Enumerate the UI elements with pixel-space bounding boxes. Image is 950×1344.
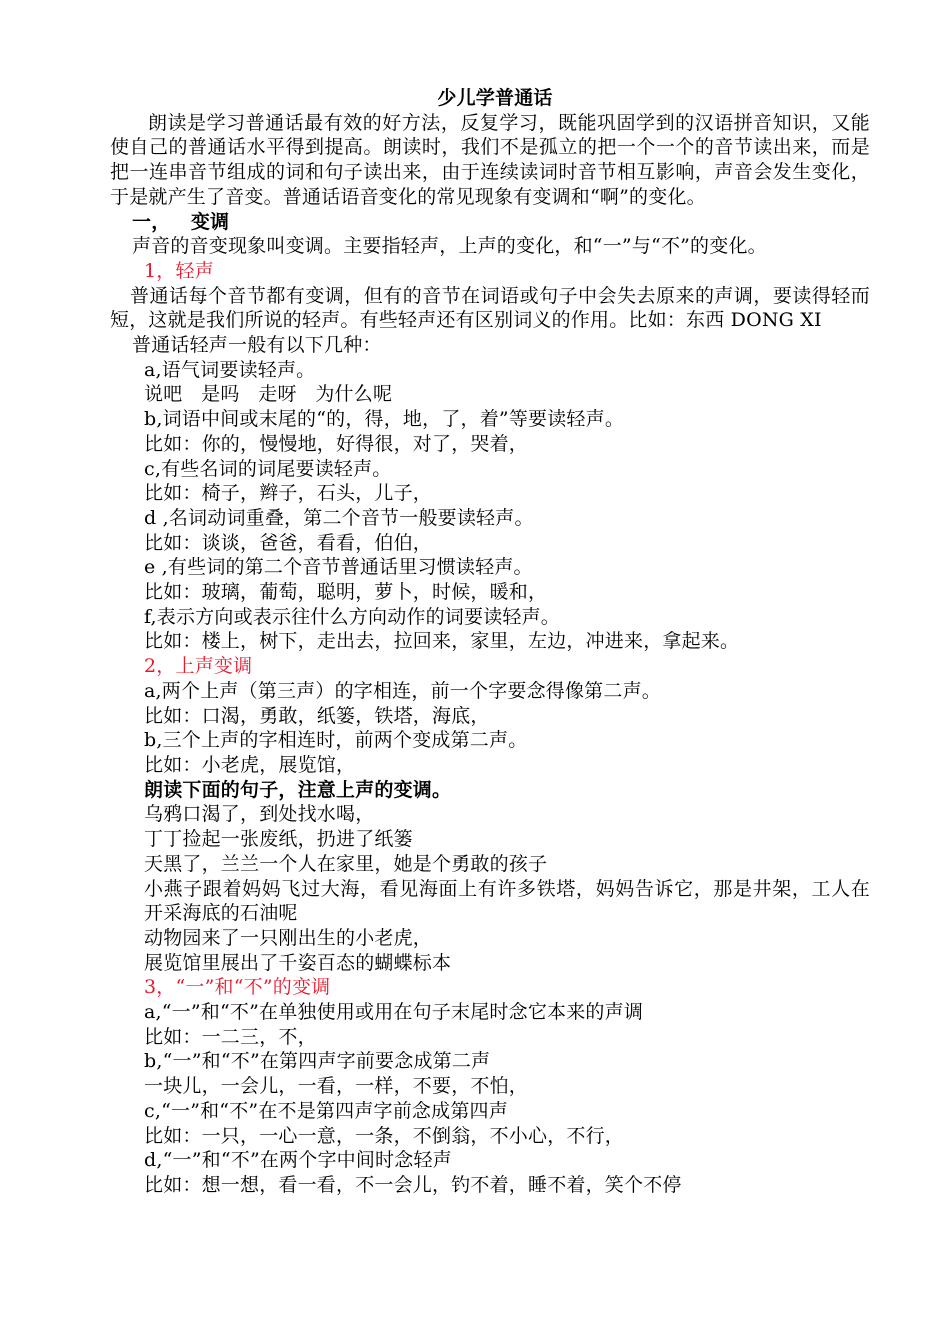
list-item: 比如：玻璃，葡萄，聪明，萝卜，时候，暖和， [144, 581, 548, 604]
list-item: 比如：一二三，不， [144, 1025, 317, 1048]
list-item: 比如：想一想，看一看，不一会儿，钓不着，睡不着，笑个不停 [144, 1173, 682, 1196]
intro-paragraph: 朗读是学习普通话最有效的好方法，反复学习，既能巩固学到的汉语拼音知识，又能使自己的普通话水平得到提高。朗读时，我们不是孤立的把一个一个的音节读出来，而是把一连串音节组成的词和句子读出来，由于连续读词时音节相互影响，声音会发生变化，于是就产生了音变。普通话语音变化的常见现象有变调和“啊”的变化。 [110, 111, 870, 208]
list-item: a,两个上声（第三声）的字相连，前一个字要念得像第二声。 [144, 679, 661, 702]
list-item: 比如：楼上，树下，走出去，拉回来，家里，左边，冲进来，拿起来。 [144, 630, 740, 653]
practice-sentence: 小燕子跟着妈妈飞过大海，看见海面上有许多铁塔，妈妈告诉它，那是井架，工人在开采海底的石油呢 [144, 877, 870, 925]
list-item: b,“一”和“不”在第四声字前要念成第二声 [144, 1050, 491, 1073]
subheading-neutral-tone: 1，轻声 [144, 259, 214, 282]
neutral-tone-lead: 普通话轻声一般有以下几种： [132, 334, 382, 357]
list-item: a,“一”和“不”在单独使用或用在句子末尾时念它本来的声调 [144, 1001, 644, 1024]
subheading-third-tone: 2，上声变调 [144, 655, 253, 678]
list-item: 比如：你的，慢慢地，好得很，对了，哭着， [144, 432, 529, 455]
practice-sentence: 丁丁捡起一张废纸，扔进了纸篓 [144, 828, 413, 851]
list-item: 比如：谈谈，爸爸，看看，伯伯， [144, 531, 433, 554]
neutral-tone-paragraph: 普通话每个音节都有变调，但有的音节在词语或句子中会失去原来的声调，要读得轻而短，这就是我们所说的轻声。有些轻声还有区别词义的作用。比如：东西 DONG XI [110, 284, 870, 332]
list-item: d ,名词动词重叠，第二个音节一般要读轻声。 [144, 506, 534, 529]
subheading-yi-bu-tone: 3，“一”和“不”的变调 [144, 976, 331, 999]
list-item: 比如：椅子，辫子，石头，儿子， [144, 482, 433, 505]
list-item: b,词语中间或末尾的“的，得，地，了，着”等要读轻声。 [144, 408, 625, 431]
list-item: d,“一”和“不”在两个字中间时念轻声 [144, 1149, 452, 1172]
practice-sentence: 天黑了，兰兰一个人在家里，她是个勇敢的孩子 [144, 852, 548, 875]
section-heading-tone-change: 一， 变调 [132, 210, 230, 233]
list-item: 说吧 是吗 走呀 为什么呢 [144, 383, 393, 406]
practice-sentence: 动物园来了一只刚出生的小老虎， [144, 926, 433, 949]
practice-sentence: 展览馆里展出了千姿百态的蝴蝶标本 [144, 951, 452, 974]
document-title: 少儿学普通话 [437, 87, 553, 109]
list-item: c,有些名词的词尾要读轻声。 [144, 457, 392, 480]
practice-sentence: 乌鸦口渴了，到处找水喝， [144, 803, 375, 826]
list-item: a,语气词要读轻声。 [144, 358, 316, 381]
list-item: c,“一”和“不”在不是第四声字前念成第四声 [144, 1099, 508, 1122]
list-item: b,三个上声的字相连时，前两个变成第二声。 [144, 729, 528, 752]
document-body [110, 86, 870, 1198]
list-item: f,表示方向或表示往什么方向动作的词要读轻声。 [144, 605, 560, 628]
list-item: 比如：口渴，勇敢，纸篓，铁塔，海底， [144, 704, 490, 727]
list-item: 比如：一只，一心一意，一条，不倒翁，不小心，不行， [144, 1124, 625, 1147]
practice-heading: 朗读下面的句子，注意上声的变调。 [144, 778, 452, 801]
list-item: e ,有些词的第二个音节普通话里习惯读轻声。 [144, 556, 533, 579]
list-item: 一块儿，一会儿，一看，一样，不要，不怕， [144, 1075, 529, 1098]
section-description: 声音的音变现象叫变调。主要指轻声，上声的变化，和“一”与“不”的变化。 [132, 235, 767, 258]
list-item: 比如：小老虎，展览馆， [144, 753, 356, 776]
